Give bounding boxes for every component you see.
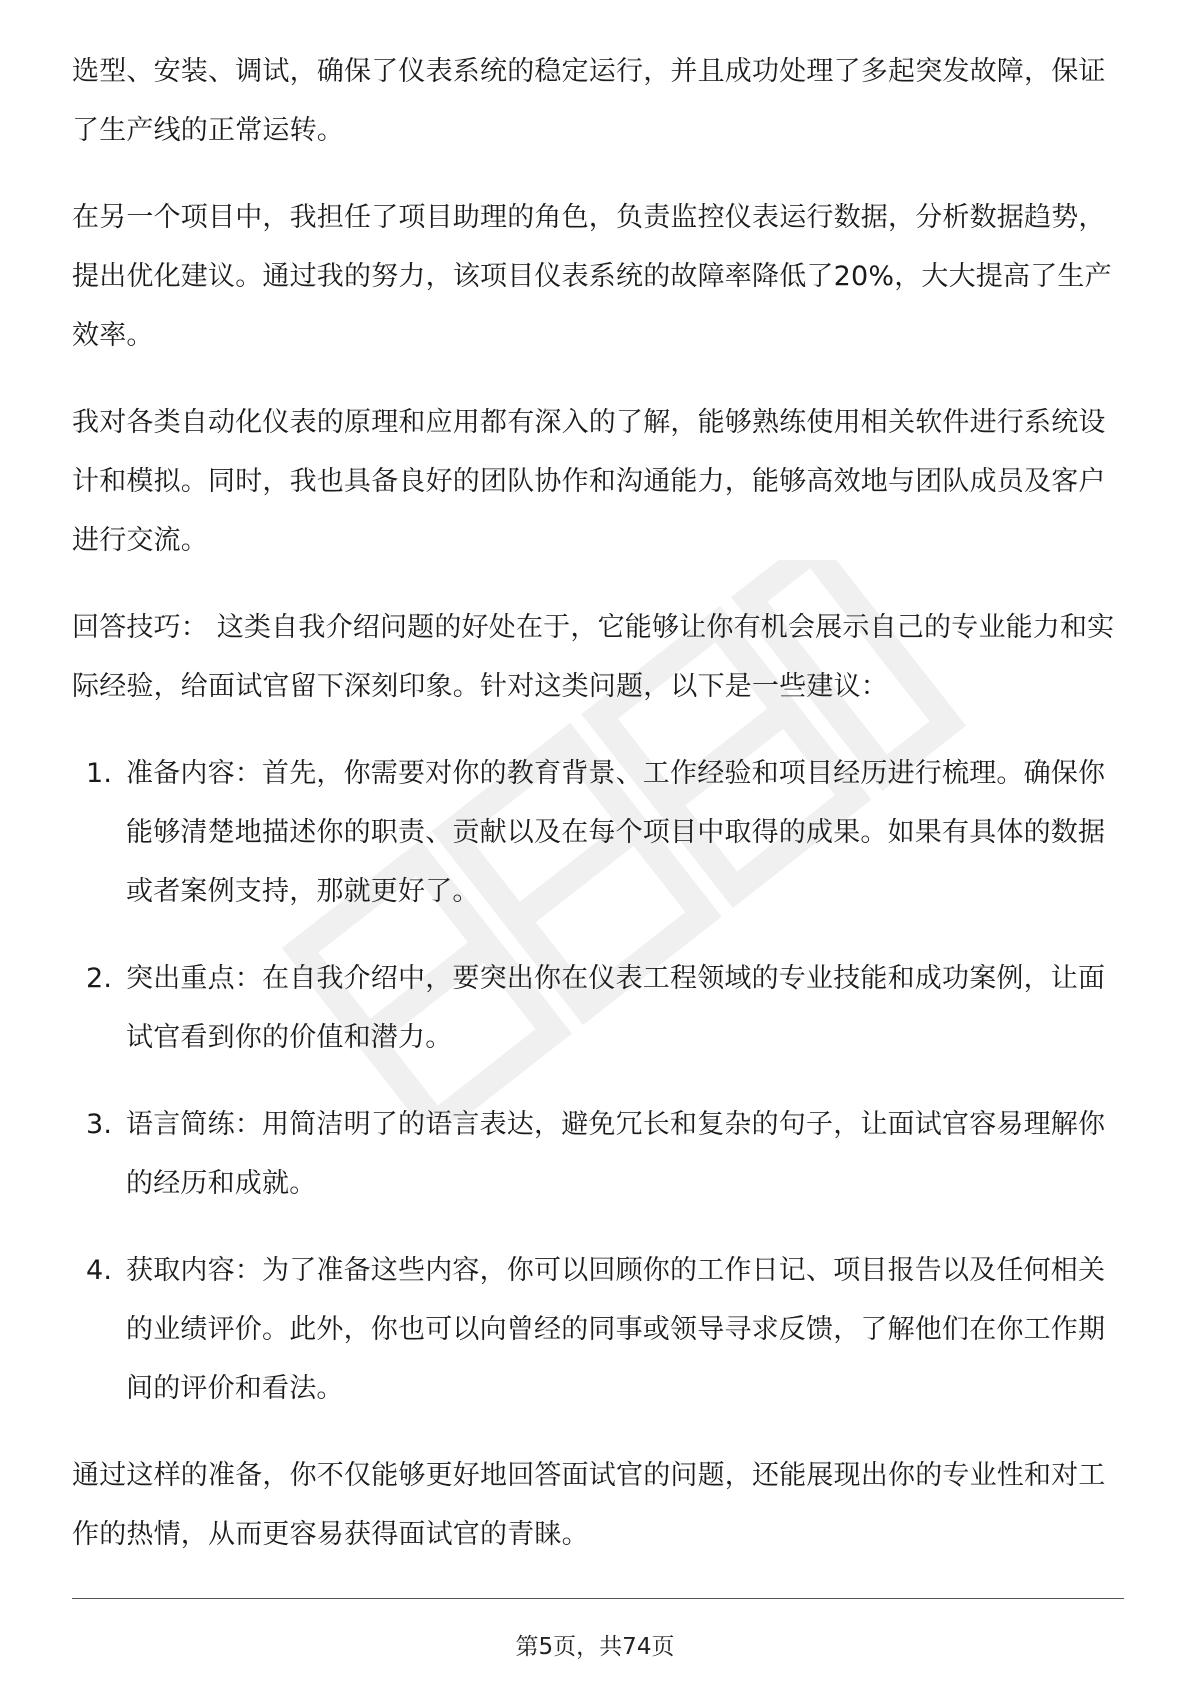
list-item-text: 准备内容：首先，你需要对你的教育背景、工作经验和项目经历进行梳理。确保你能够清楚地描述你的职责、贡献以及在每个项目中取得的成果。如果有具体的数据或者案例支持，那就更好了。 (126, 758, 1106, 907)
list-item-text: 获取内容：为了准备这些内容，你可以回顾你的工作日记、项目报告以及任何相关的业绩评价。此外，你也可以向曾经的同事或领导寻求反馈，了解他们在你工作期间的评价和看法。 (126, 1255, 1106, 1404)
list-item-number: 2. (86, 963, 113, 994)
main-content (72, 42, 1128, 1592)
tips-list (72, 744, 1128, 1418)
footer-divider (72, 1598, 1124, 1599)
list-item-number: 1. (86, 758, 113, 789)
paragraph-closing: 通过这样的准备，你不仅能够更好地回答面试官的问题，还能展现出你的专业性和对工作的热情，从而更容易获得面试官的青睐。 (72, 1460, 1106, 1550)
paragraph-answer-tips-intro: 回答技巧： 这类自我介绍问题的好处在于，它能够让你有机会展示自己的专业能力和实际经验，给面试官留下深刻印象。针对这类问题，以下是一些建议： (72, 612, 1115, 702)
paragraph-skills: 我对各类自动化仪表的原理和应用都有深入的了解，能够熟练使用相关软件进行系统设计和模拟。同时，我也具备良好的团队协作和沟通能力，能够高效地与团队成员及客户进行交流。 (72, 407, 1106, 556)
list-item (72, 1095, 1128, 1213)
list-item (72, 744, 1128, 921)
list-item-number: 4. (86, 1255, 113, 1286)
list-item-number: 3. (86, 1109, 113, 1140)
list-item (72, 1241, 1128, 1418)
page-number: 第5页，共74页 (515, 1634, 675, 1660)
paragraph-project-installation: 选型、安装、调试，确保了仪表系统的稳定运行，并且成功处理了多起突发故障，保证了生产线的正常运转。 (72, 56, 1106, 146)
list-item-text: 突出重点：在自我介绍中，要突出你在仪表工程领域的专业技能和成功案例，让面试官看到你的价值和潜力。 (126, 963, 1106, 1053)
list-item-text: 语言简练：用简洁明了的语言表达，避免冗长和复杂的句子，让面试官容易理解你的经历和成就。 (126, 1109, 1106, 1199)
list-item (72, 949, 1128, 1067)
paragraph-project-assistant: 在另一个项目中，我担任了项目助理的角色，负责监控仪表运行数据，分析数据趋势，提出优化建议。通过我的努力，该项目仪表系统的故障率降低了20%，大大提高了生产效率。 (72, 202, 1112, 351)
